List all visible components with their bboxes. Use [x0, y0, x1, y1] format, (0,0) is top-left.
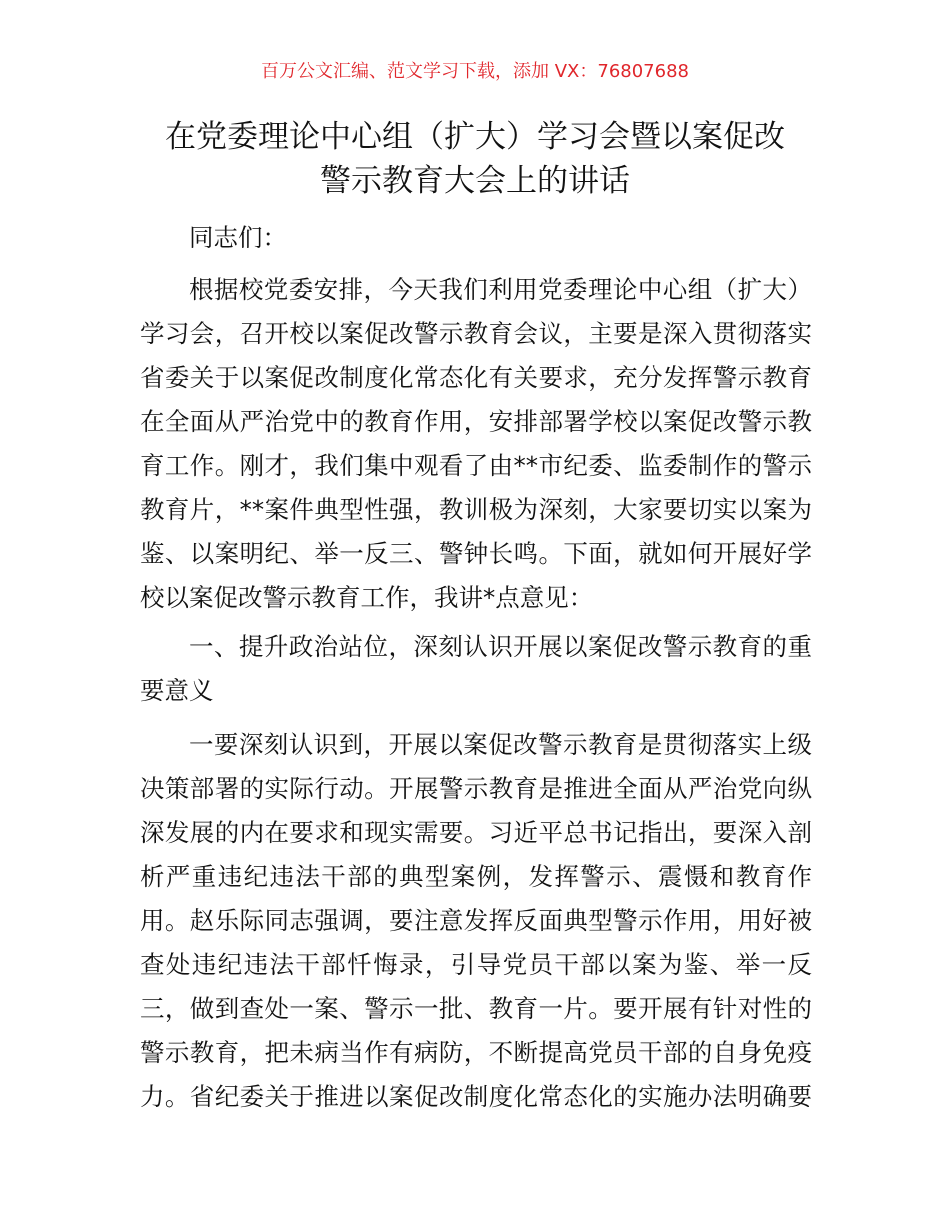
- text-line: 析严重违纪违法干部的典型案例，发挥警示、震慑和教育作: [140, 862, 812, 891]
- text-line: 一、提升政治站位，深刻认识开展以案促改警示教育的重: [189, 632, 812, 661]
- text-line: 鉴、以案明纪、举一反三、警钟长鸣。下面，就如何开展好学: [140, 539, 812, 568]
- text-line: 教育片，**案件典型性强，教训极为深刻，大家要切实以案为: [140, 495, 812, 524]
- text-line: 在全面从严治党中的教育作用，安排部署学校以案促改警示教: [140, 407, 812, 436]
- text-line: 学习会，召开校以案促改警示教育会议，主要是深入贯彻落实: [140, 319, 812, 348]
- text-line: 警示教育，把未病当作有病防，不断提高党员干部的自身免疫: [140, 1038, 812, 1067]
- text-line: 省委关于以案促改制度化常态化有关要求，充分发挥警示教育: [140, 363, 812, 392]
- text-line: 深发展的内在要求和现实需要。习近平总书记指出，要深入剖: [140, 818, 812, 847]
- text-line: 查处违纪违法干部忏悔录，引导党员干部以案为鉴、举一反: [140, 950, 812, 979]
- title-line: 在党委理论中心组（扩大）学习会暨以案促改: [165, 119, 785, 155]
- text-line: 一要深刻认识到，开展以案促改警示教育是贯彻落实上级: [189, 730, 812, 759]
- watermark-banner: 百万公文汇编、范文学习下载，添加 VX：76807688: [261, 61, 689, 82]
- title-line: 警示教育大会上的讲话: [320, 163, 630, 199]
- salutation: [140, 216, 812, 260]
- section-heading-1: [140, 625, 812, 713]
- text-line: 决策部署的实际行动。开展警示教育是推进全面从严治党向纵: [140, 774, 812, 803]
- text-line: 校以案促改警示教育工作，我讲*点意见：: [140, 583, 594, 612]
- text-line: 要意义: [140, 676, 214, 705]
- text-line: 力。省纪委关于推进以案促改制度化常态化的实施办法明确要: [140, 1082, 812, 1111]
- text-line: 用。赵乐际同志强调，要注意发挥反面典型警示作用，用好被: [140, 906, 812, 935]
- text-line: 育工作。刚才，我们集中观看了由**市纪委、监委制作的警示: [140, 451, 812, 480]
- salutation-text: 同志们：: [189, 223, 287, 252]
- document-title: [0, 115, 950, 203]
- paragraph-intro: [140, 268, 812, 620]
- text-line: 根据校党委安排，今天我们利用党委理论中心组（扩大）: [189, 275, 812, 304]
- text-line: 三，做到查处一案、警示一批、教育一片。要开展有针对性的: [140, 994, 812, 1023]
- paragraph-point-1: [140, 723, 812, 1119]
